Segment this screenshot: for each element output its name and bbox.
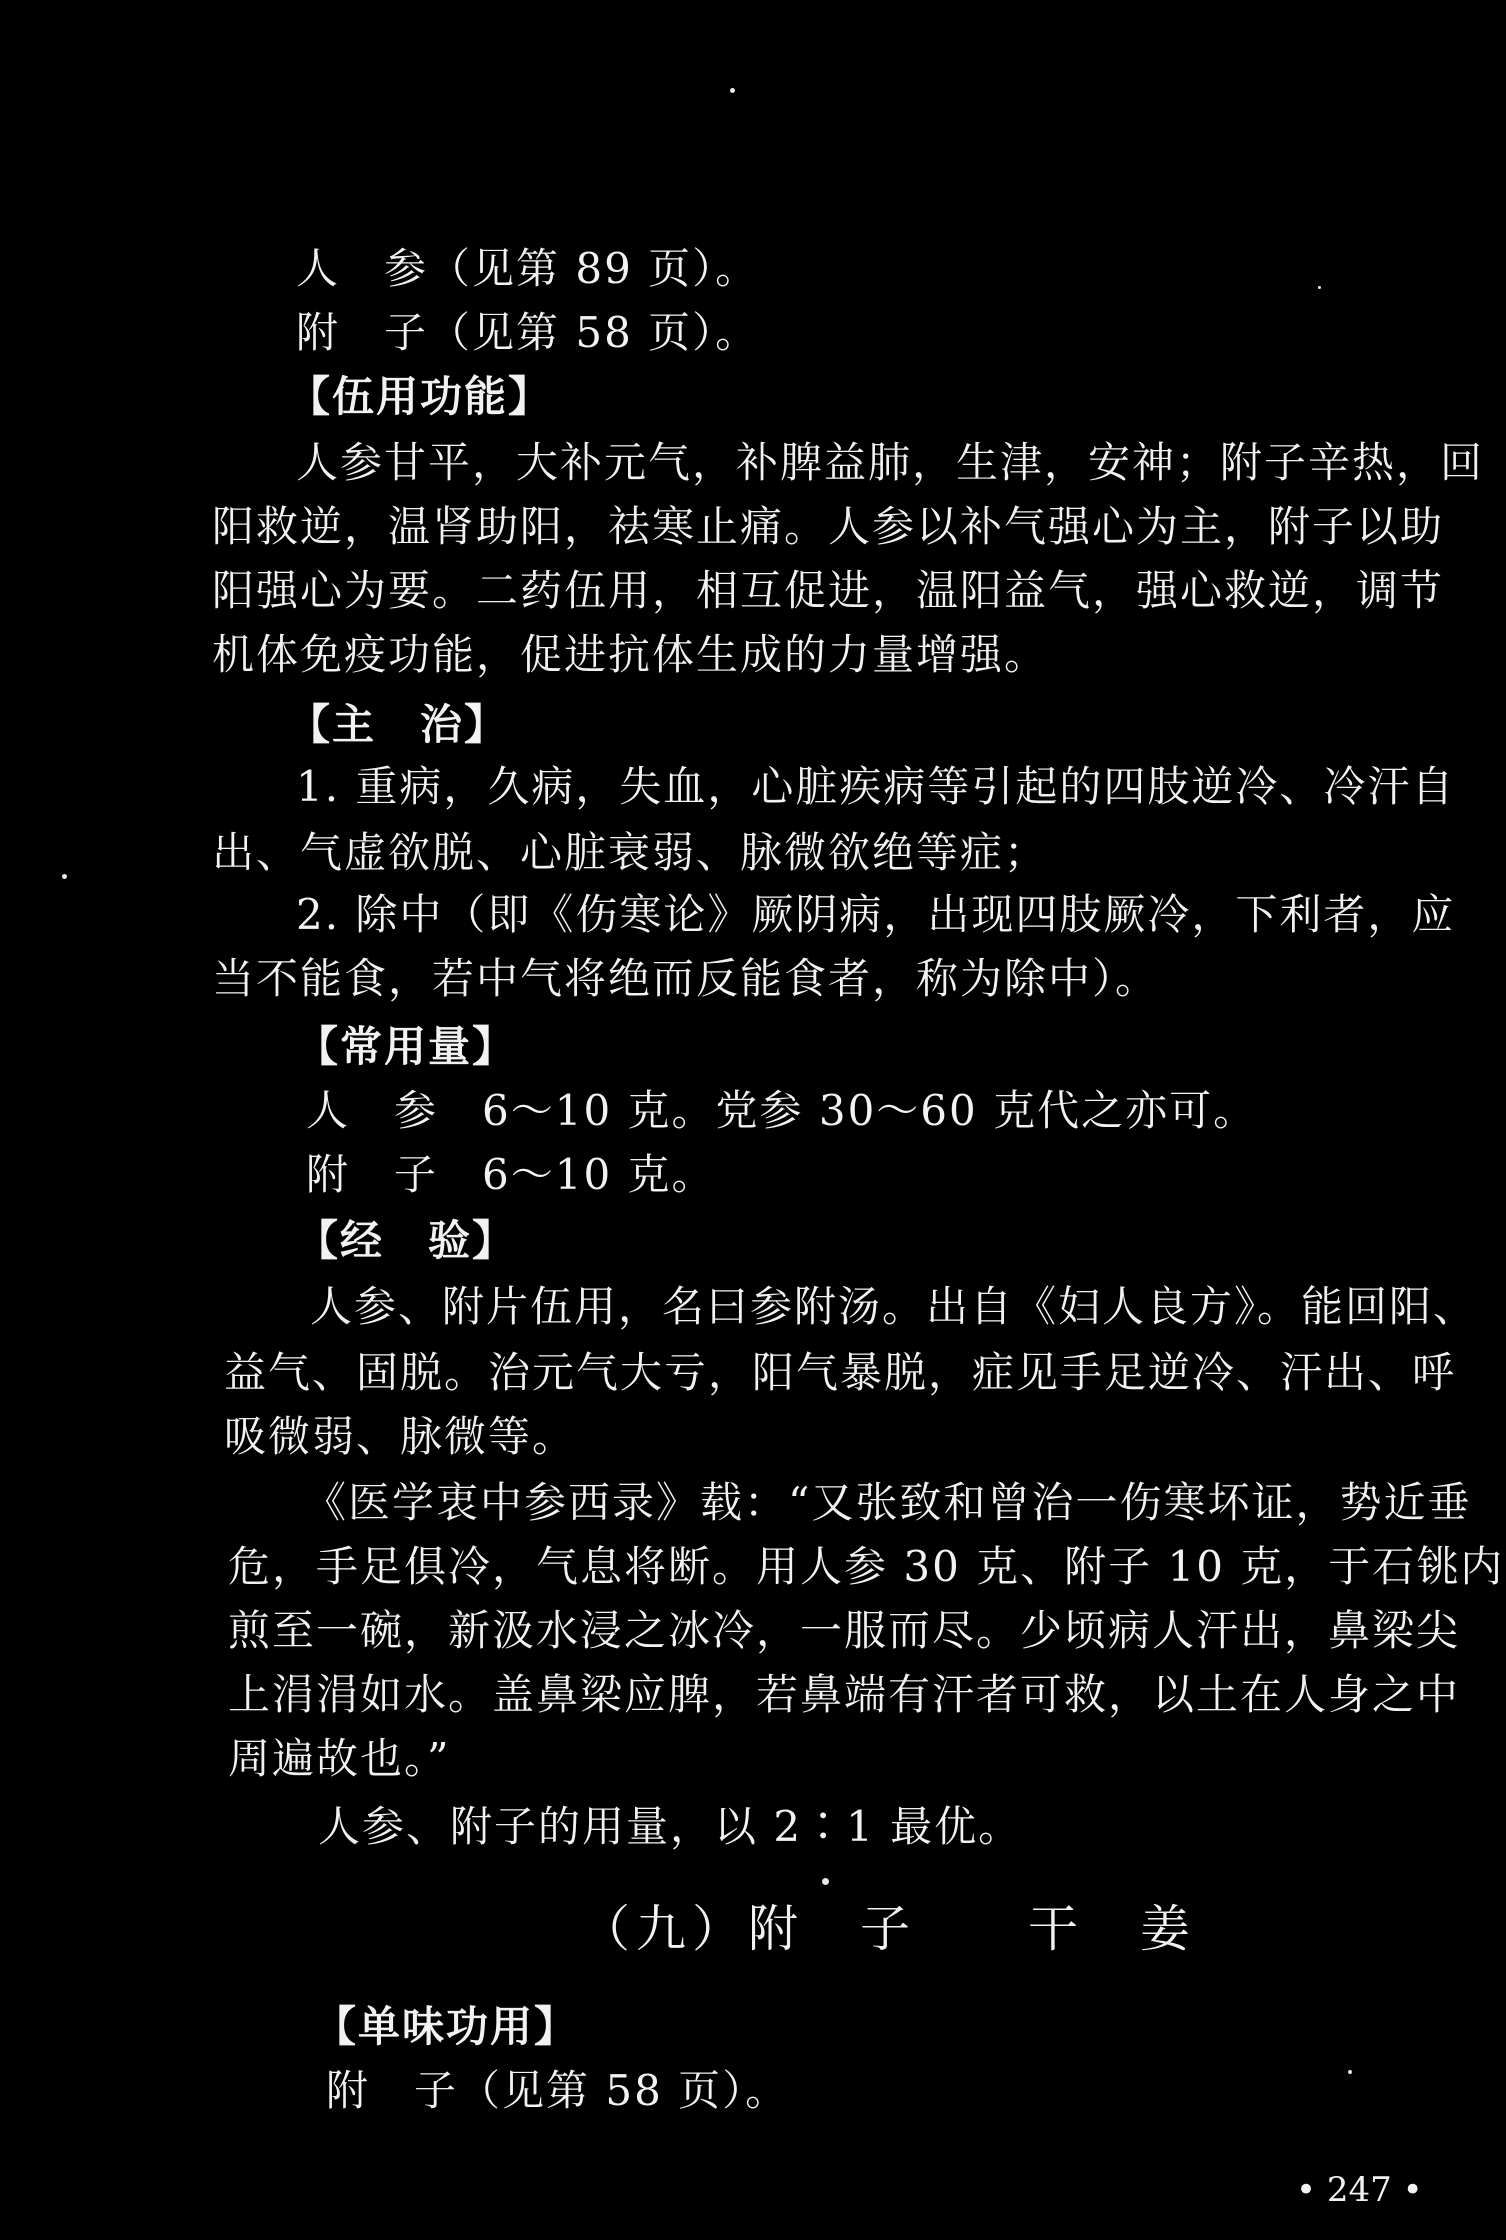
scan-speck [822,1878,829,1885]
paragraph-line: 周遍故也。” [228,1734,451,1783]
paragraph-line: 阳救逆，温肾助阳，祛寒止痛。人参以补气强心为主，附子以助 [212,502,1445,551]
paragraph-line: 阳强心为要。二药伍用，相互促进，温阳益气，强心救逆，调节 [212,566,1445,615]
section-heading-indications: 【主 治】 [288,700,509,749]
pair-title: （九）附 子 干 姜 [580,1900,1196,1958]
paragraph-line: 当不能食，若中气将绝而反能食者，称为除中）。 [212,954,1160,1003]
dosage-line: 人 参 6～10 克。党参 30～60 克代之亦可。 [306,1086,1258,1135]
paragraph-line: 煎至一碗，新汲水浸之冰冷，一服而尽。少顷病人汗出，鼻梁尖 [228,1606,1461,1655]
scan-speck [730,88,735,93]
paragraph-line: 2. 除中（即《伤寒论》厥阴病，出现四肢厥冷，下利者，应 [296,890,1456,939]
paragraph-line: 危，手足俱冷，气息将断。用人参 30 克、附子 10 克，于石铫内 [228,1542,1505,1591]
ingredient-aconite-next: 附 子（见第 58 页）。 [326,2066,790,2115]
paragraph-line: 人参、附片伍用，名曰参附汤。出自《妇人良方》。能回阳、 [310,1282,1478,1331]
section-heading-dosage: 【常用量】 [296,1022,517,1071]
scan-speck [1318,286,1321,289]
paragraph-line: 吸微弱、脉微等。 [224,1412,577,1461]
paragraph-line: 1. 重病，久病，失血，心脏疾病等引起的四肢逆冷、冷汗自 [296,762,1456,811]
scan-speck [1348,2070,1352,2074]
paragraph-line: 益气、固脱。治元气大亏，阳气暴脱，症见手足逆冷、汗出、呼 [224,1348,1457,1397]
paragraph-line: 人参、附子的用量，以 2∶1 最优。 [318,1802,1023,1851]
paragraph-line: 人参甘平，大补元气，补脾益肺，生津，安神；附子辛热，回 [296,438,1485,487]
section-heading-combination: 【伍用功能】 [288,372,553,421]
paragraph-line: 上涓涓如水。盖鼻梁应脾，若鼻端有汗者可救，以土在人身之中 [228,1670,1461,1719]
ingredient-aconite: 附 子（见第 58 页）。 [296,308,760,357]
paragraph-line: 机体免疫功能，促进抗体生成的力量增强。 [212,630,1049,679]
paragraph-line: 《医学衷中参西录》载：“又张致和曾治一伤寒坏证，势近垂 [304,1478,1472,1527]
section-heading-single-function: 【单味功用】 [314,2002,579,2051]
ingredient-ginseng: 人 参（见第 89 页）。 [296,244,760,293]
dosage-line: 附 子 6～10 克。 [306,1150,716,1199]
paragraph-line: 出、气虚欲脱、心脏衰弱、脉微欲绝等症； [212,828,1049,877]
section-heading-experience: 【经 验】 [296,1216,517,1265]
page-number: • 247 • [1296,2170,1423,2210]
scan-speck [62,874,67,879]
